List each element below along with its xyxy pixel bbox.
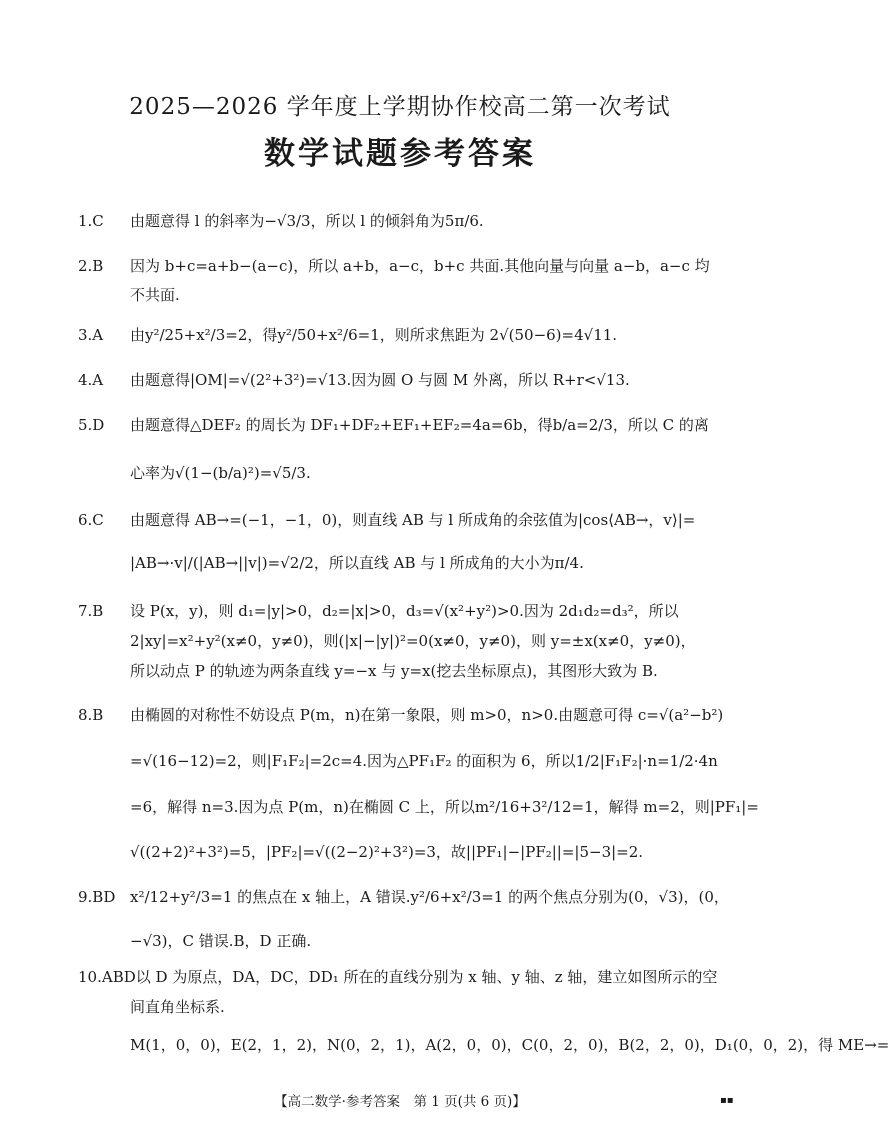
answer-line	[78, 886, 729, 908]
answer-line	[78, 552, 720, 574]
answer-text: 由椭圆的对称性不妨设点 P(m，n)在第一象限，则 m>0，n>0.由题意可得 c=√(a²−b²)	[130, 706, 724, 724]
answer-text: 所以动点 P 的轨迹为两条直线 y=−x 与 y=x(挖去坐标原点)，其图形大致为 B.	[130, 662, 658, 680]
answer-line	[78, 796, 759, 818]
answer-line	[78, 600, 720, 622]
answer-line	[78, 324, 720, 346]
answer-text: =6，解得 n=3.因为点 P(m，n)在椭圆 C 上，所以m²/16+3²/12=1，解得 m=2，则|PF₁|=	[130, 798, 759, 816]
corner-mark: ▪▪	[720, 1095, 734, 1106]
answer-line	[78, 630, 720, 652]
answer-line	[78, 255, 720, 277]
answer-line	[78, 462, 720, 484]
answer-line	[78, 930, 720, 952]
answer-text: 由题意得|OM|=√(2²+3²)=√13.因为圆 O 与圆 M 外离，所以 R+r<√13.	[130, 371, 630, 389]
answer-text: |AB→·v|/(|AB→||v|)=√2/2，所以直线 AB 与 l 所成角的大小为π/4.	[130, 554, 584, 572]
answer-line	[78, 284, 720, 306]
answer-line	[78, 660, 720, 682]
answer-text: 间直角坐标系.	[130, 998, 225, 1016]
answer-text: 2|xy|=x²+y²(x≠0，y≠0)，则(|x|−|y|)²=0(x≠0，y≠0)，则 y=±x(x≠0，y≠0)，	[130, 632, 696, 650]
answer-text: x²/12+y²/3=1 的焦点在 x 轴上，A 错误.y²/6+x²/3=1 的两个焦点分别为(0，√3)，(0，	[130, 888, 729, 906]
answer-text: 由y²/25+x²/3=2，得y²/50+x²/6=1，则所求焦距为 2√(50−6)=4√11.	[130, 326, 618, 344]
answer-title: 数学试题参考答案	[264, 136, 536, 172]
question-number: 6.C	[78, 511, 104, 529]
answer-text: 由题意得△DEF₂ 的周长为 DF₁+DF₂+EF₁+EF₂=4a=6b，得b/a=2/3，所以 C 的离	[130, 416, 709, 434]
answer-text: −√3)，C 错误.B，D 正确.	[130, 932, 312, 950]
question-number: 3.A	[78, 326, 104, 344]
answer-text: 以 D 为原点，DA，DC，DD₁ 所在的直线分别为 x 轴、y 轴、z 轴，建立如图所示的空	[135, 968, 718, 986]
answer-text: M(1，0，0)，E(2，1，2)，N(0，2，1)，A(2，0，0)，C(0，2，0)，B(2，2，0)，D₁(0，0，2)，得 ME→=	[130, 1036, 889, 1054]
page-footer: 【高二数学·参考答案 第 1 页(共 6 页)】	[274, 1094, 526, 1110]
answer-text: 由题意得 AB→=(−1，−1，0)，则直线 AB 与 l 所成角的余弦值为|cos⟨AB→，v⟩|=	[130, 511, 696, 529]
answer-text: 因为 b+c=a+b−(a−c)，所以 a+b，a−c，b+c 共面.其他向量与向量 a−b，a−c 均	[130, 257, 710, 275]
question-number: 8.B	[78, 706, 104, 724]
answer-text: 不共面.	[130, 286, 180, 304]
answer-line	[78, 966, 720, 988]
question-number: 5.D	[78, 416, 105, 434]
answer-text: =√(16−12)=2，则|F₁F₂|=2c=4.因为△PF₁F₂ 的面积为 6，所以1/2|F₁F₂|·n=1/2·4n	[130, 752, 718, 770]
question-number: 7.B	[78, 602, 104, 620]
answer-text: 由题意得 l 的斜率为−√3/3，所以 l 的倾斜角为5π/6.	[130, 212, 484, 230]
question-number: 1.C	[78, 212, 104, 230]
exam-title: 2025—2026 学年度上学期协作校高二第一次考试	[129, 94, 671, 120]
answer-line	[78, 750, 720, 772]
answer-line	[78, 210, 720, 232]
question-number: 10.ABD	[78, 968, 136, 986]
question-number: 4.A	[78, 371, 104, 389]
answer-text: 设 P(x，y)，则 d₁=|y|>0，d₂=|x|>0，d₃=√(x²+y²)>0.因为 2d₁d₂=d₃²，所以	[130, 602, 679, 620]
question-number: 9.BD	[78, 888, 116, 906]
answer-text: √((2+2)²+3²)=5，|PF₂|=√((2−2)²+3²)=3，故||PF₁|−|PF₂||=|5−3|=2.	[130, 843, 644, 861]
answer-line	[78, 414, 720, 436]
answer-line	[78, 841, 720, 863]
question-number: 2.B	[78, 257, 104, 275]
answer-text: 心率为√(1−(b/a)²)=√5/3.	[130, 464, 311, 482]
answer-line	[78, 996, 720, 1018]
answer-line	[78, 704, 724, 726]
answer-line	[78, 1034, 889, 1056]
answer-line	[78, 509, 720, 531]
answer-line	[78, 369, 720, 391]
